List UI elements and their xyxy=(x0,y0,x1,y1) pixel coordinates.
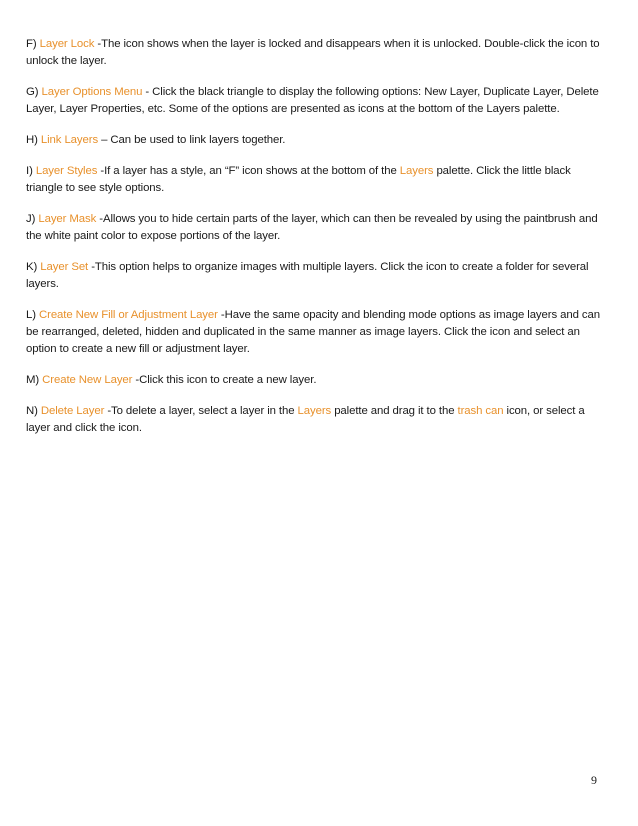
page-number: 9 xyxy=(591,773,597,787)
term-create-new-fill-or-adjustment-layer: Create New Fill or Adjustment Layer xyxy=(39,309,218,321)
term-delete-layer: Delete Layer xyxy=(40,405,105,417)
term-layer-options-menu: Layer Options Menu xyxy=(41,86,143,98)
entry-layer-set: K) Layer Set -This option helps to organize images with multiple layers. Click the icon to create a folder for several layers. xyxy=(26,261,589,290)
term-create-new-layer: Create New Layer xyxy=(42,374,133,386)
entry-create-new-layer: M) Create New Layer -Click this icon to create a new layer. xyxy=(26,374,317,386)
term-layer-mask: Layer Mask xyxy=(38,213,97,225)
entry-layer-lock: F) Layer Lock -The icon shows when the layer is locked and disappears when it is unlocked. Double-click the icon to unlock the layer. xyxy=(26,38,600,67)
term-layers: Layers xyxy=(399,165,434,177)
entry-delete-layer: N) Delete Layer -To delete a layer, select a layer in the Layers palette and drag it to the trash can icon, or select a layer and click the icon. xyxy=(26,405,585,434)
entry-link-layers: H) Link Layers – Can be used to link layers together. xyxy=(26,134,286,146)
term-layers: Layers xyxy=(297,405,332,417)
term-layer-lock: Layer Lock xyxy=(39,38,95,50)
entry-layer-options-menu: G) Layer Options Menu - Click the black triangle to display the following options: New Layer, Duplicate Layer, Delete Layer, Layer Properties, etc. Some of the options are presented as icons at the bottom of the Layers palette. xyxy=(26,86,599,115)
entry-layer-mask: J) Layer Mask -Allows you to hide certain parts of the layer, which can then be revealed by using the paintbrush and the white paint color to expose portions of the layer. xyxy=(26,213,598,242)
term-link-layers: Link Layers xyxy=(40,134,99,146)
document-body xyxy=(26,36,606,451)
term-trash-can: trash can xyxy=(457,405,504,417)
term-layer-styles: Layer Styles xyxy=(35,165,98,177)
entry-layer-styles: I) Layer Styles -If a layer has a style, an “F” icon shows at the bottom of the Layers palette. Click the little black triangle to see style options. xyxy=(26,165,571,194)
term-layer-set: Layer Set xyxy=(40,261,89,273)
entry-create-new-fill-or-adjustment-layer: L) Create New Fill or Adjustment Layer -Have the same opacity and blending mode options as image layers and can be rearranged, deleted, hidden and duplicated in the same manner as image layers. Click the icon and select an option to create a new fill or adjustment layer. xyxy=(26,309,600,355)
